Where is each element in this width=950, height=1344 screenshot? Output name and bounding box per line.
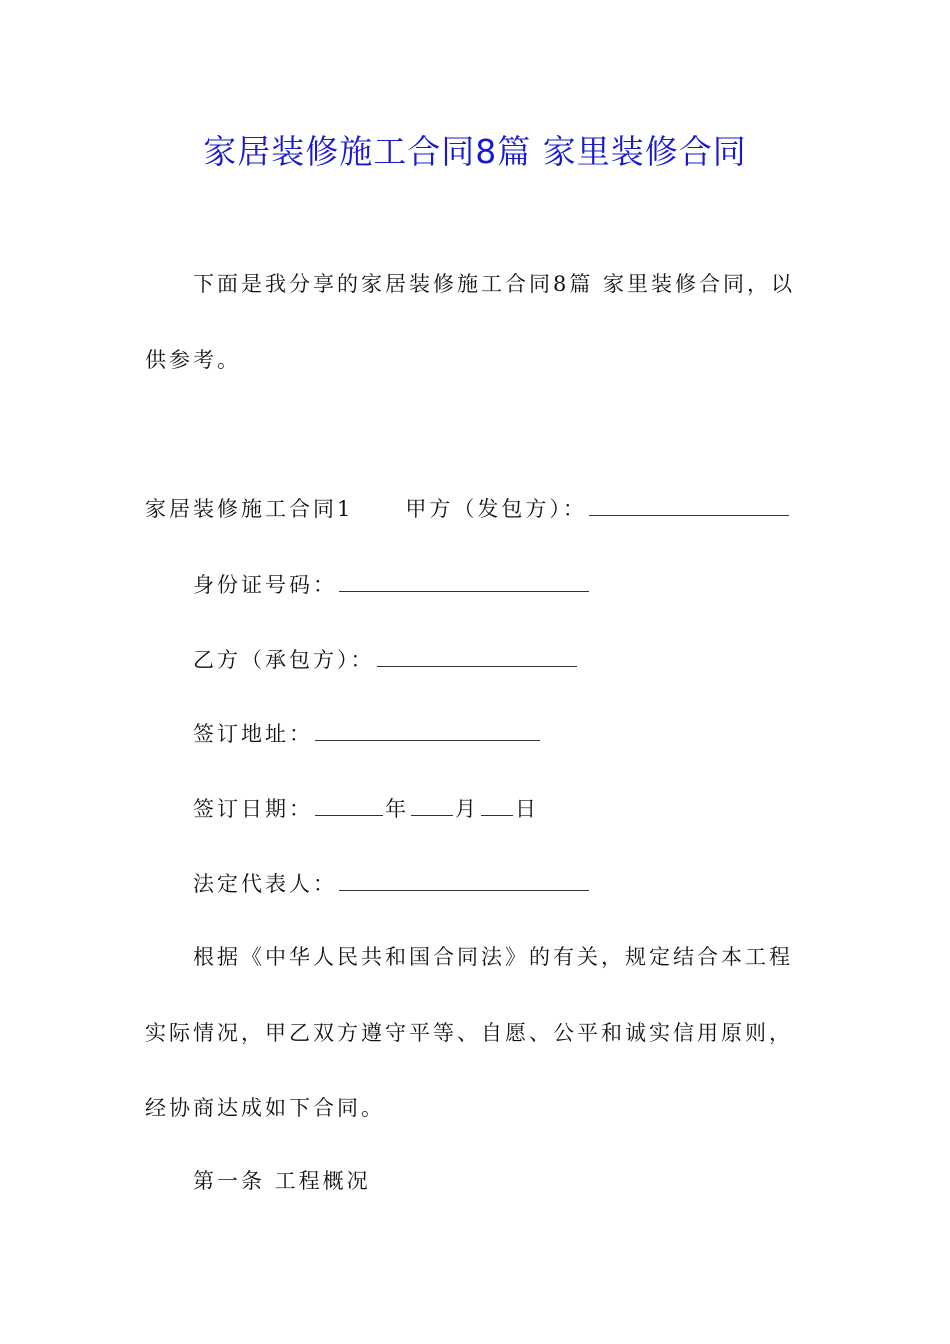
legal-rep-row: [193, 869, 591, 899]
sign-date-row: [193, 794, 539, 824]
preamble-line-2: 实际情况，甲乙双方遵守平等、自愿、公平和诚实信用原则，: [145, 1021, 793, 1045]
preamble-line-3: 经协商达成如下合同。: [145, 1096, 385, 1120]
intro-line-2: 供参考。: [145, 348, 241, 372]
preamble-line-1: 根据《中华人民共和国合同法》的有关，规定结合本工程: [193, 945, 793, 969]
sign-date-label: 签订日期：: [193, 797, 313, 821]
month-blank: [411, 795, 453, 816]
id-number-label: 身份证号码：: [193, 573, 337, 597]
day-label: 日: [515, 797, 539, 821]
year-label: 年: [385, 797, 409, 821]
sign-address-label: 签订地址：: [193, 722, 313, 746]
id-number-row: [193, 570, 591, 600]
party-a-label: 甲方（发包方）：: [405, 497, 587, 521]
intro-line-1: 下面是我分享的家居装修施工合同8篇 家里装修合同，以: [193, 272, 796, 296]
article-1-heading: 第一条 工程概况: [193, 1169, 371, 1193]
sign-address-row: [193, 719, 542, 749]
document-title: 家居装修施工合同8篇 家里装修合同: [203, 132, 747, 171]
legal-rep-label: 法定代表人：: [193, 872, 337, 896]
legal-rep-blank: [339, 870, 589, 891]
party-b-label: 乙方（承包方）：: [193, 648, 375, 672]
party-b-blank: [377, 646, 577, 667]
contract-heading-row: [145, 494, 791, 524]
party-a-blank: [589, 495, 789, 516]
contract-heading: 家居装修施工合同1: [145, 497, 354, 521]
year-blank: [315, 795, 383, 816]
month-label: 月: [455, 797, 479, 821]
day-blank: [481, 795, 513, 816]
party-b-row: [193, 645, 579, 675]
id-number-blank: [339, 571, 589, 592]
sign-address-blank: [315, 720, 540, 741]
